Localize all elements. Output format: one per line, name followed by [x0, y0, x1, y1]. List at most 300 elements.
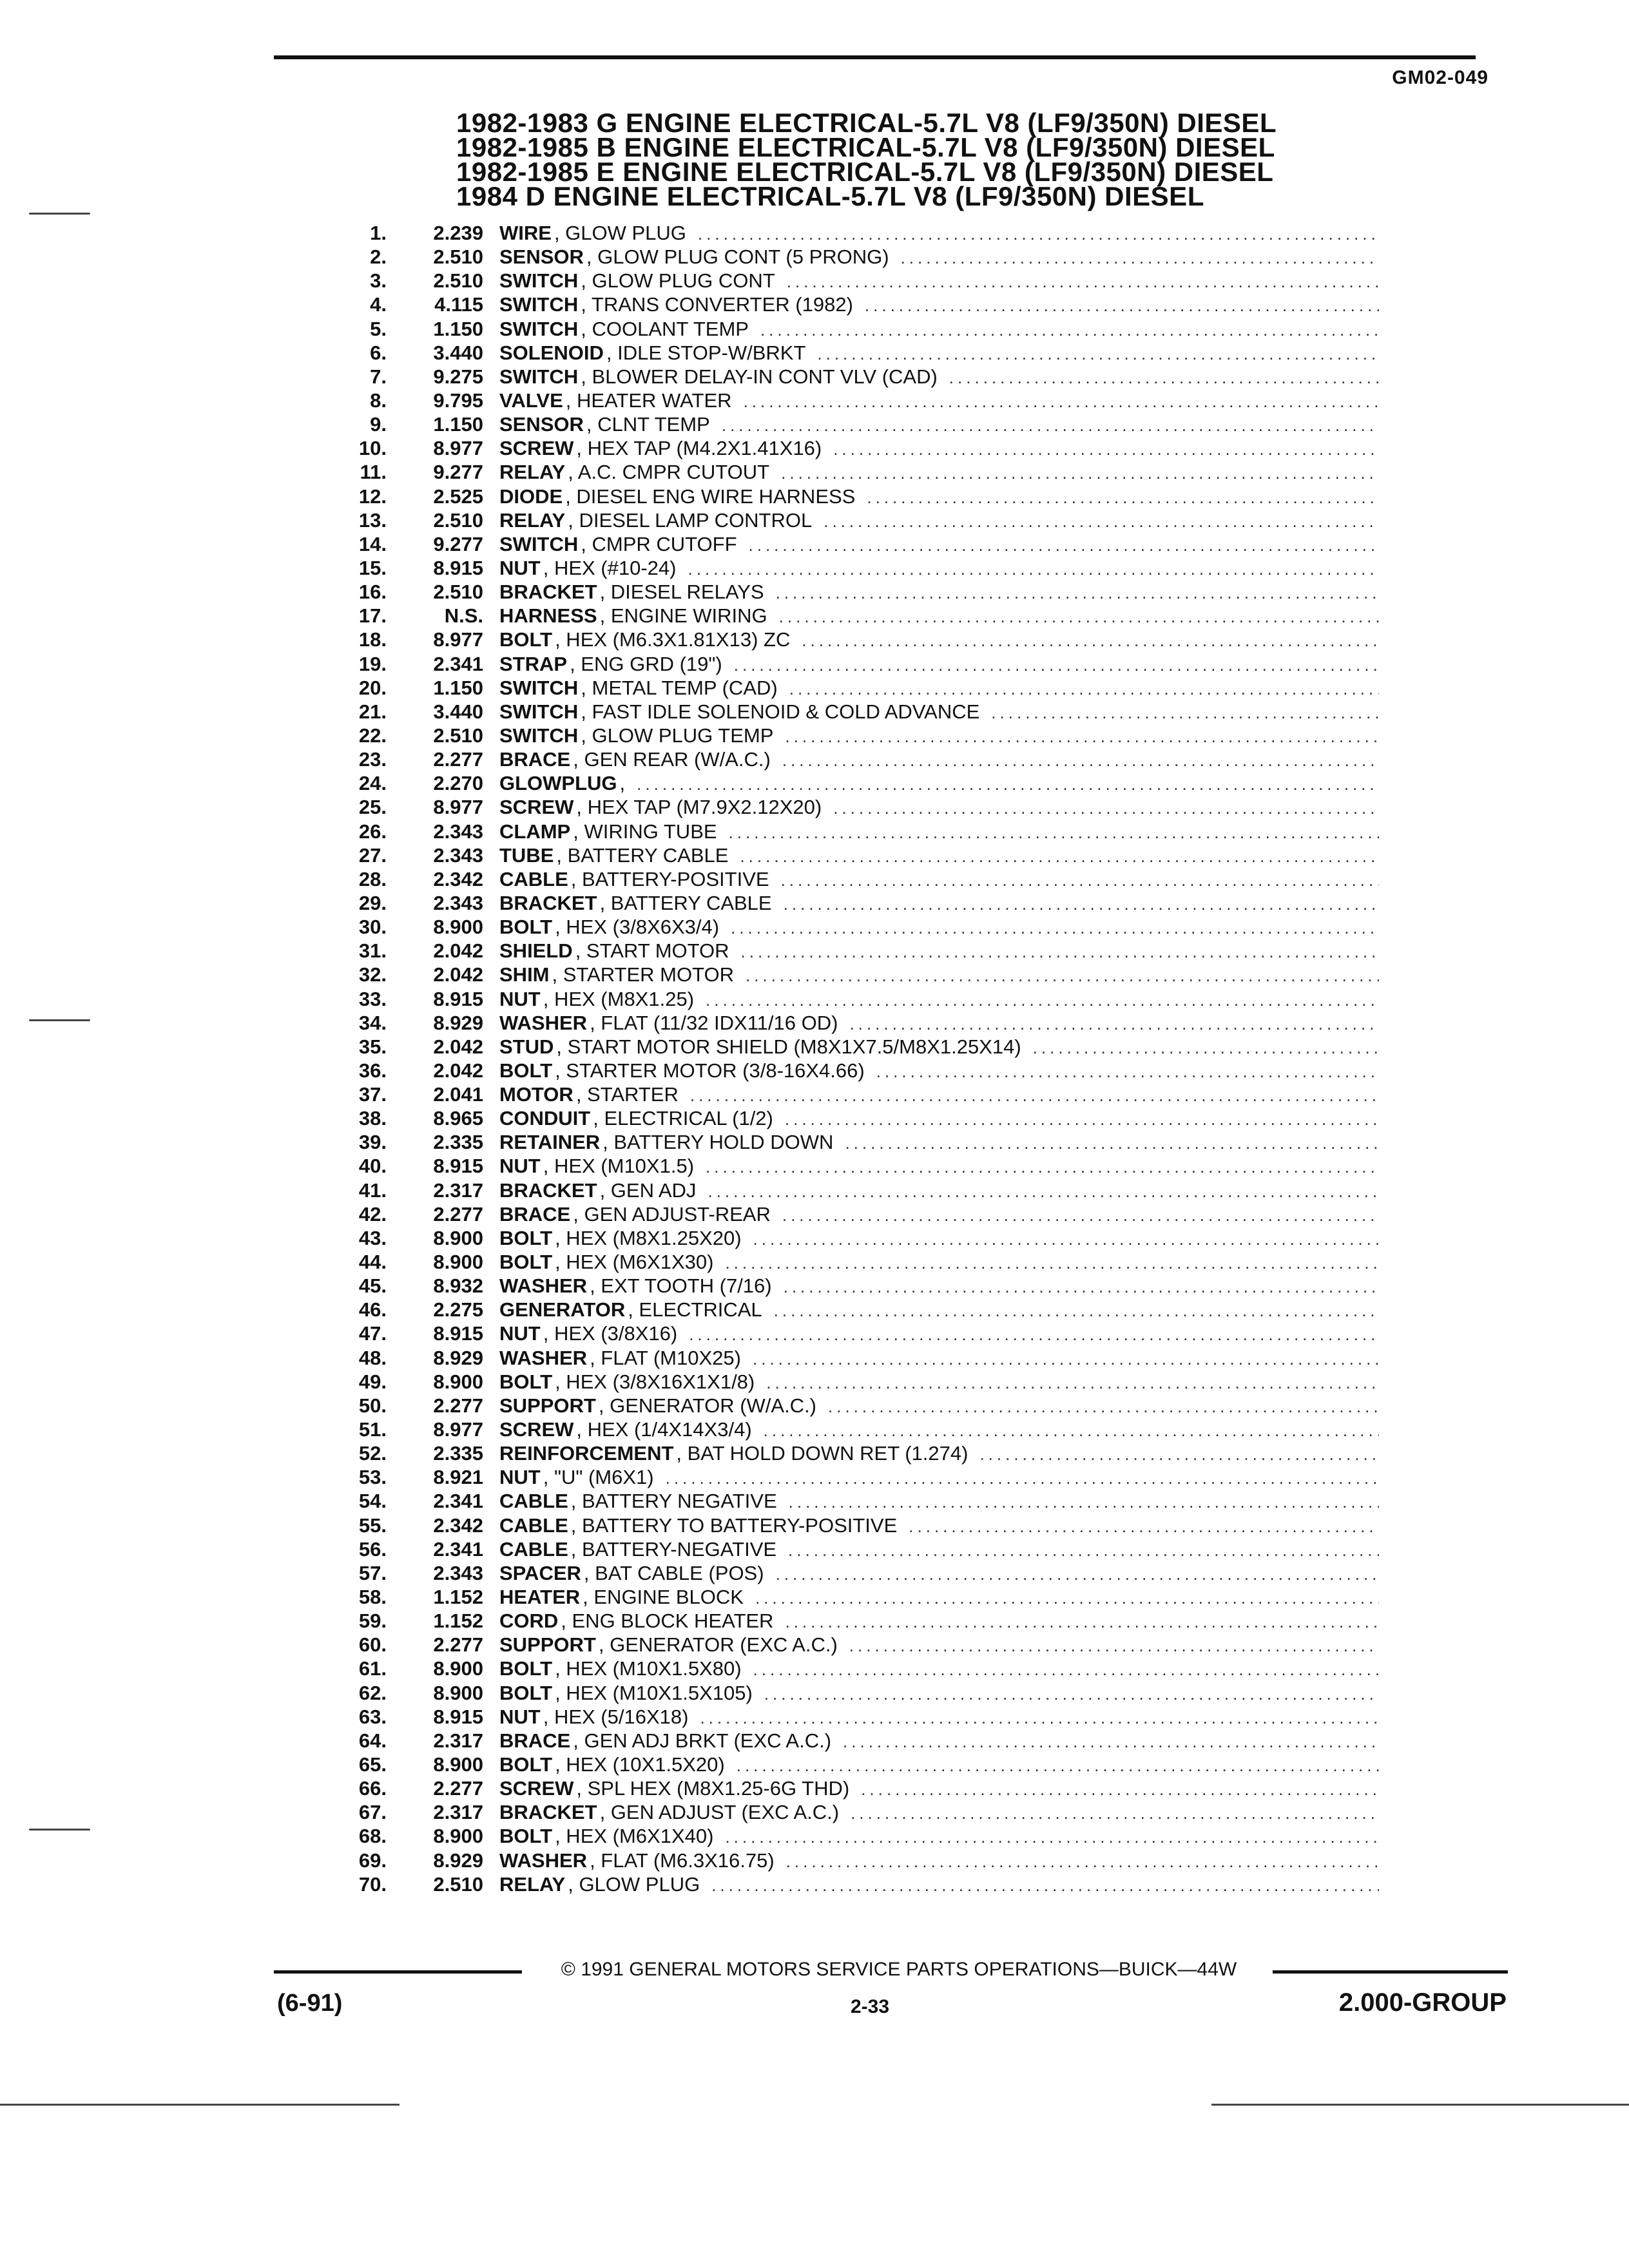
part-description: , BATTERY CABLE — [599, 891, 772, 914]
dot-leader — [762, 1301, 1379, 1321]
part-row — [335, 1538, 1379, 1562]
part-row — [335, 222, 1379, 245]
part-number: 15. — [358, 556, 387, 579]
part-name: WASHER — [499, 1849, 588, 1872]
part-number: 51. — [358, 1418, 387, 1441]
dot-leader — [833, 1133, 1379, 1153]
part-group-code: 1.150 — [433, 317, 483, 340]
part-number: 2. — [370, 245, 387, 269]
part-row — [335, 963, 1379, 987]
dot-leader — [749, 320, 1379, 340]
part-group-code: 8.929 — [433, 1849, 483, 1872]
part-name: BOLT — [499, 1681, 553, 1704]
part-number: 59. — [358, 1610, 387, 1633]
part-number: 39. — [358, 1131, 387, 1154]
part-description: , GEN REAR (W/A.C.) — [573, 748, 771, 771]
part-group-code: 2.041 — [433, 1083, 483, 1106]
part-number: 54. — [358, 1490, 387, 1513]
part-description: , GEN ADJ — [599, 1178, 697, 1202]
part-number: 32. — [358, 963, 387, 986]
dot-leader — [625, 774, 1379, 794]
part-number: 70. — [358, 1872, 387, 1896]
part-name: NUT — [499, 1705, 541, 1728]
part-group-code: 8.915 — [433, 1705, 483, 1728]
part-name: SUPPORT — [499, 1394, 596, 1417]
part-name: WASHER — [499, 1274, 588, 1298]
part-description: , HEX (M10X1.5X80) — [555, 1657, 742, 1680]
part-number: 33. — [358, 987, 387, 1010]
dot-leader — [722, 655, 1379, 675]
part-name: BRACKET — [499, 1178, 597, 1202]
part-row — [335, 1274, 1379, 1298]
part-group-code: 2.270 — [433, 772, 483, 795]
part-name: NUT — [499, 1466, 541, 1489]
part-number: 63. — [358, 1705, 387, 1728]
part-name: SPACER — [499, 1561, 581, 1584]
part-name: TUBE — [499, 843, 554, 867]
part-description: , ENG BLOCK HEATER — [561, 1610, 774, 1633]
part-row — [335, 1586, 1379, 1610]
part-group-code: 8.965 — [433, 1107, 483, 1130]
part-description: , DIESEL LAMP CONTROL — [568, 508, 813, 532]
title-line-2: 1982-1985 B ENGINE ELECTRICAL-5.7L V8 (LF9/350N) DIESEL — [456, 132, 1275, 162]
part-number: 21. — [358, 700, 387, 723]
part-row — [335, 1107, 1379, 1131]
part-row — [335, 1777, 1379, 1801]
part-name: BOLT — [499, 1251, 553, 1274]
part-group-code: 8.915 — [433, 1155, 483, 1178]
part-name: VALVE — [499, 389, 563, 412]
part-number: 40. — [358, 1155, 387, 1178]
part-description: , BATTERY TO BATTERY-POSITIVE — [570, 1514, 898, 1537]
part-number: 43. — [358, 1226, 387, 1249]
part-number: 19. — [358, 652, 387, 675]
part-row — [335, 868, 1379, 892]
part-number: 3. — [370, 269, 387, 293]
part-number: 42. — [358, 1202, 387, 1225]
part-group-code: 2.277 — [433, 1202, 483, 1225]
part-group-code: 8.900 — [433, 916, 483, 939]
part-row — [335, 796, 1379, 820]
part-description: , BATTERY-POSITIVE — [570, 867, 769, 890]
part-row — [335, 1418, 1379, 1442]
part-row — [335, 1753, 1379, 1777]
part-name: BRACE — [499, 1202, 571, 1225]
part-name: RELAY — [499, 1872, 566, 1896]
part-group-code: 1.150 — [433, 676, 483, 699]
part-row — [335, 1610, 1379, 1633]
part-description: , CMPR CUTOFF — [581, 532, 737, 555]
dot-leader — [694, 1157, 1379, 1177]
part-description: , ENGINE BLOCK — [583, 1586, 744, 1609]
part-group-code: 8.921 — [433, 1466, 483, 1489]
part-description: , HEX TAP (M4.2X1.41X16) — [576, 437, 822, 460]
part-number: 18. — [358, 628, 387, 651]
part-group-code: 1.152 — [433, 1610, 483, 1633]
part-name: SWITCH — [499, 269, 579, 293]
part-row — [335, 724, 1379, 748]
part-row — [335, 1370, 1379, 1394]
part-row — [335, 1347, 1379, 1370]
footer-date: (6-91) — [277, 1990, 343, 2017]
dot-leader — [696, 1182, 1379, 1202]
part-number: 60. — [358, 1633, 387, 1657]
part-name: SWITCH — [499, 293, 579, 316]
part-number: 35. — [358, 1035, 387, 1058]
part-name: NUT — [499, 987, 541, 1010]
part-description: , SPL HEX (M8X1.25-6G THD) — [576, 1777, 850, 1800]
part-description: , ELECTRICAL — [628, 1298, 762, 1321]
part-description: , FLAT (M6.3X16.75) — [590, 1849, 775, 1872]
dot-leader — [728, 847, 1379, 867]
part-row — [335, 988, 1379, 1012]
part-group-code: 2.277 — [433, 748, 483, 771]
part-row — [335, 581, 1379, 604]
part-group-code: 2.042 — [433, 1059, 483, 1082]
scan-edge-line — [0, 2104, 400, 2106]
part-description: , DIESEL ENG WIRE HARNESS — [565, 485, 856, 508]
part-number: 6. — [370, 341, 387, 364]
dot-leader — [769, 870, 1379, 890]
part-number: 50. — [358, 1394, 387, 1417]
dot-leader — [775, 1852, 1379, 1872]
part-description: , HEX (M8X1.25) — [543, 987, 695, 1010]
part-name: RELAY — [499, 508, 566, 532]
part-row — [335, 772, 1379, 796]
part-group-code: 2.317 — [433, 1801, 483, 1824]
dot-leader — [938, 368, 1379, 388]
part-description: , HEX (M6X1X30) — [555, 1251, 714, 1274]
dot-leader — [773, 1612, 1379, 1632]
title-block — [456, 108, 1423, 211]
dot-leader — [741, 1349, 1379, 1369]
part-group-code: 2.042 — [433, 1035, 483, 1058]
dot-leader — [849, 1780, 1379, 1800]
part-name: BOLT — [499, 1059, 553, 1082]
part-row — [335, 748, 1379, 772]
part-description: , GEN ADJUST (EXC A.C.) — [599, 1801, 840, 1824]
part-name: STUD — [499, 1035, 554, 1058]
part-name: SOLENOID — [499, 341, 604, 364]
part-description: , ENGINE WIRING — [599, 604, 767, 628]
part-group-code: 2.510 — [433, 508, 483, 532]
part-number: 65. — [358, 1753, 387, 1776]
dot-leader — [764, 583, 1379, 603]
part-number: 67. — [358, 1801, 387, 1824]
part-row — [335, 365, 1379, 389]
part-row — [335, 1251, 1379, 1274]
footer-rule-left — [274, 1970, 522, 1974]
part-group-code: 8.977 — [433, 1418, 483, 1441]
part-row — [335, 437, 1379, 461]
part-number: 30. — [358, 916, 387, 939]
dot-leader — [771, 751, 1379, 771]
top-rule — [274, 55, 1476, 59]
part-name: SCREW — [499, 1777, 574, 1800]
part-row — [335, 1227, 1379, 1251]
part-number: 69. — [358, 1849, 387, 1872]
part-number: 36. — [358, 1059, 387, 1082]
part-description: , HEX (3/8X16) — [543, 1322, 678, 1345]
part-group-code: 2.343 — [433, 1561, 483, 1584]
part-description: , STARTER MOTOR — [552, 963, 734, 986]
dot-leader — [694, 990, 1379, 1010]
part-name: SHIM — [499, 963, 550, 986]
part-group-code: 1.150 — [433, 413, 483, 436]
part-number: 38. — [358, 1107, 387, 1130]
part-description: , BATTERY CABLE — [556, 843, 729, 867]
dot-leader — [717, 823, 1379, 843]
part-group-code: 8.929 — [433, 1011, 483, 1034]
part-name: CONDUIT — [499, 1107, 591, 1130]
part-description: , BLOWER DELAY-IN CONT VLV (CAD) — [581, 365, 938, 388]
part-group-code: 9.795 — [433, 389, 483, 412]
part-description: , BAT HOLD DOWN RET (1.274) — [676, 1442, 969, 1465]
dot-leader — [744, 1588, 1379, 1608]
part-name: BRACKET — [499, 891, 597, 914]
dot-leader — [732, 392, 1379, 412]
part-row — [335, 1155, 1379, 1178]
part-number: 47. — [358, 1322, 387, 1345]
part-row — [335, 1298, 1379, 1322]
part-row — [335, 1131, 1379, 1155]
dot-leader — [855, 488, 1379, 508]
part-number: 62. — [358, 1681, 387, 1704]
part-group-code: 2.510 — [433, 724, 483, 747]
part-name: SWITCH — [499, 317, 579, 340]
part-row — [335, 916, 1379, 939]
part-number: 16. — [358, 581, 387, 604]
part-name: MOTOR — [499, 1083, 574, 1106]
dot-leader — [822, 798, 1379, 818]
part-row — [335, 1179, 1379, 1203]
dot-leader — [713, 1253, 1379, 1273]
dot-leader — [772, 894, 1379, 914]
part-name: BOLT — [499, 1226, 553, 1249]
part-number: 26. — [358, 820, 387, 843]
part-description: , FAST IDLE SOLENOID & COLD ADVANCE — [581, 700, 980, 723]
dot-leader — [676, 559, 1379, 579]
part-number: 41. — [358, 1178, 387, 1202]
part-name: RETAINER — [499, 1131, 601, 1154]
part-group-code: N.S. — [444, 604, 483, 628]
part-description: , EXT TOOTH (7/16) — [590, 1274, 772, 1298]
part-name: NUT — [499, 1155, 541, 1178]
dot-leader — [719, 918, 1379, 938]
part-description: , STARTER — [575, 1083, 679, 1106]
dot-leader — [889, 248, 1379, 268]
part-name: SWITCH — [499, 532, 579, 555]
part-group-code: 8.915 — [433, 556, 483, 579]
dot-leader — [805, 344, 1379, 364]
part-row — [335, 1490, 1379, 1514]
part-row — [335, 1514, 1379, 1538]
part-row — [335, 1466, 1379, 1490]
part-group-code: 8.929 — [433, 1346, 483, 1369]
part-name: RELAY — [499, 461, 566, 484]
part-row — [335, 485, 1379, 509]
part-row — [335, 1203, 1379, 1227]
dot-leader — [816, 1397, 1379, 1417]
part-description: , HEX (M10X1.5X105) — [555, 1681, 753, 1704]
dot-leader — [767, 607, 1379, 627]
dot-leader — [831, 1732, 1379, 1752]
dot-leader — [753, 1684, 1379, 1704]
dot-leader — [968, 1445, 1379, 1465]
part-group-code: 3.440 — [433, 341, 483, 364]
part-row — [335, 1801, 1379, 1825]
dot-leader — [679, 1086, 1379, 1106]
part-group-code: 2.343 — [433, 820, 483, 843]
part-number: 49. — [358, 1370, 387, 1393]
part-group-code: 2.510 — [433, 245, 483, 269]
part-number: 23. — [358, 748, 387, 771]
part-row — [335, 892, 1379, 916]
part-row — [335, 1442, 1379, 1466]
part-name: SWITCH — [499, 700, 579, 723]
part-number: 27. — [358, 843, 387, 867]
part-number: 46. — [358, 1298, 387, 1321]
dot-leader — [713, 1827, 1379, 1847]
dot-leader — [764, 1564, 1379, 1584]
part-row — [335, 1322, 1379, 1346]
part-number: 4. — [370, 293, 387, 316]
part-description: , GLOW PLUG — [568, 1872, 700, 1896]
part-description: , HEX (5/16X18) — [543, 1705, 689, 1728]
part-name: STRAP — [499, 652, 568, 675]
part-name: BOLT — [499, 628, 553, 651]
part-number: 25. — [358, 796, 387, 819]
part-number: 17. — [358, 604, 387, 628]
part-group-code: 2.335 — [433, 1442, 483, 1465]
part-number: 55. — [358, 1514, 387, 1537]
document-id: GM02-049 — [1392, 67, 1489, 88]
part-group-code: 4.115 — [434, 293, 483, 316]
part-name: SWITCH — [499, 676, 579, 699]
title-line-1: 1982-1983 G ENGINE ELECTRICAL-5.7L V8 (LF9/350N) DIESEL — [456, 108, 1277, 138]
part-name: SWITCH — [499, 365, 579, 388]
part-name: SENSOR — [499, 245, 584, 269]
part-name: DIODE — [499, 485, 563, 508]
dot-leader — [773, 727, 1379, 747]
part-description: , BATTERY NEGATIVE — [570, 1490, 777, 1513]
part-row — [335, 939, 1379, 963]
part-description: , HEX (M8X1.25X20) — [555, 1226, 742, 1249]
part-name: BRACE — [499, 1729, 571, 1752]
part-group-code: 2.342 — [433, 1514, 483, 1537]
part-description: , DIESEL RELAYS — [599, 581, 764, 604]
dot-leader — [710, 416, 1379, 436]
footer-rule-right — [1273, 1970, 1508, 1974]
part-name: REINFORCEMENT — [499, 1442, 674, 1465]
part-number: 9. — [370, 413, 387, 436]
part-group-code: 2.510 — [433, 581, 483, 604]
part-number: 31. — [358, 939, 387, 963]
part-description: , WIRING TUBE — [573, 820, 717, 843]
part-row — [335, 1035, 1379, 1059]
dot-leader — [822, 439, 1379, 459]
part-number: 5. — [370, 317, 387, 340]
part-group-code: 8.915 — [433, 1322, 483, 1345]
part-group-code: 8.900 — [433, 1251, 483, 1274]
part-row — [335, 1825, 1379, 1849]
part-description: , HEX (#10-24) — [543, 556, 677, 579]
part-group-code: 3.440 — [433, 700, 483, 723]
part-row — [335, 1849, 1379, 1873]
part-row — [335, 389, 1379, 413]
part-row — [335, 1633, 1379, 1657]
part-row — [335, 245, 1379, 269]
part-description: , FLAT (M10X25) — [590, 1346, 741, 1369]
part-group-code: 8.977 — [433, 628, 483, 651]
part-number: 61. — [358, 1657, 387, 1680]
part-name: CLAMP — [499, 820, 571, 843]
part-row — [335, 413, 1379, 437]
part-description: , GEN ADJ BRKT (EXC A.C.) — [573, 1729, 832, 1752]
part-name: WIRE — [499, 222, 552, 244]
part-row — [335, 269, 1379, 293]
part-group-code: 2.042 — [433, 939, 483, 963]
part-row — [335, 293, 1379, 317]
part-group-code: 2.317 — [433, 1729, 483, 1752]
part-description: , BAT CABLE (POS) — [583, 1561, 764, 1584]
part-name: CORD — [499, 1610, 559, 1633]
scan-edge-line — [1211, 2104, 1629, 2106]
part-name: BOLT — [499, 916, 553, 939]
part-group-code: 9.275 — [433, 365, 483, 388]
part-row — [335, 461, 1379, 485]
dot-leader — [677, 1325, 1379, 1345]
part-description: , TRANS CONVERTER (1982) — [581, 293, 853, 316]
part-group-code: 9.277 — [433, 461, 483, 484]
dot-leader — [790, 631, 1379, 651]
part-row — [335, 628, 1379, 652]
part-group-code: 2.342 — [433, 867, 483, 890]
part-group-code: 9.277 — [433, 532, 483, 555]
dot-leader — [775, 272, 1379, 292]
part-row — [335, 318, 1379, 341]
part-group-code: 2.277 — [433, 1633, 483, 1657]
part-description: , METAL TEMP (CAD) — [581, 676, 778, 699]
part-number: 11. — [360, 461, 387, 484]
part-row — [335, 1059, 1379, 1083]
part-group-code: 8.900 — [433, 1825, 483, 1848]
part-name: SUPPORT — [499, 1633, 596, 1657]
part-name: CABLE — [499, 867, 568, 890]
part-number: 44. — [358, 1251, 387, 1274]
part-number: 58. — [358, 1586, 387, 1609]
part-number: 12. — [358, 485, 387, 508]
part-description: , HEX (3/8X6X3/4) — [555, 916, 720, 939]
part-number: 20. — [358, 676, 387, 699]
part-group-code: 8.900 — [433, 1226, 483, 1249]
part-group-code: 2.239 — [433, 222, 483, 244]
dot-leader — [776, 1541, 1379, 1561]
part-name: HARNESS — [499, 604, 597, 628]
dot-leader — [853, 296, 1379, 316]
part-row — [335, 1873, 1379, 1897]
punch-hole-mark — [29, 213, 90, 215]
part-description: , GEN ADJUST-REAR — [573, 1202, 771, 1225]
part-group-code: 2.317 — [433, 1178, 483, 1202]
part-row — [335, 700, 1379, 724]
part-row — [335, 509, 1379, 533]
part-description: , GENERATOR (EXC A.C.) — [598, 1633, 838, 1657]
part-number: 1. — [370, 222, 387, 244]
part-number: 56. — [358, 1537, 387, 1561]
part-name: GENERATOR — [499, 1298, 626, 1321]
part-row — [335, 604, 1379, 628]
